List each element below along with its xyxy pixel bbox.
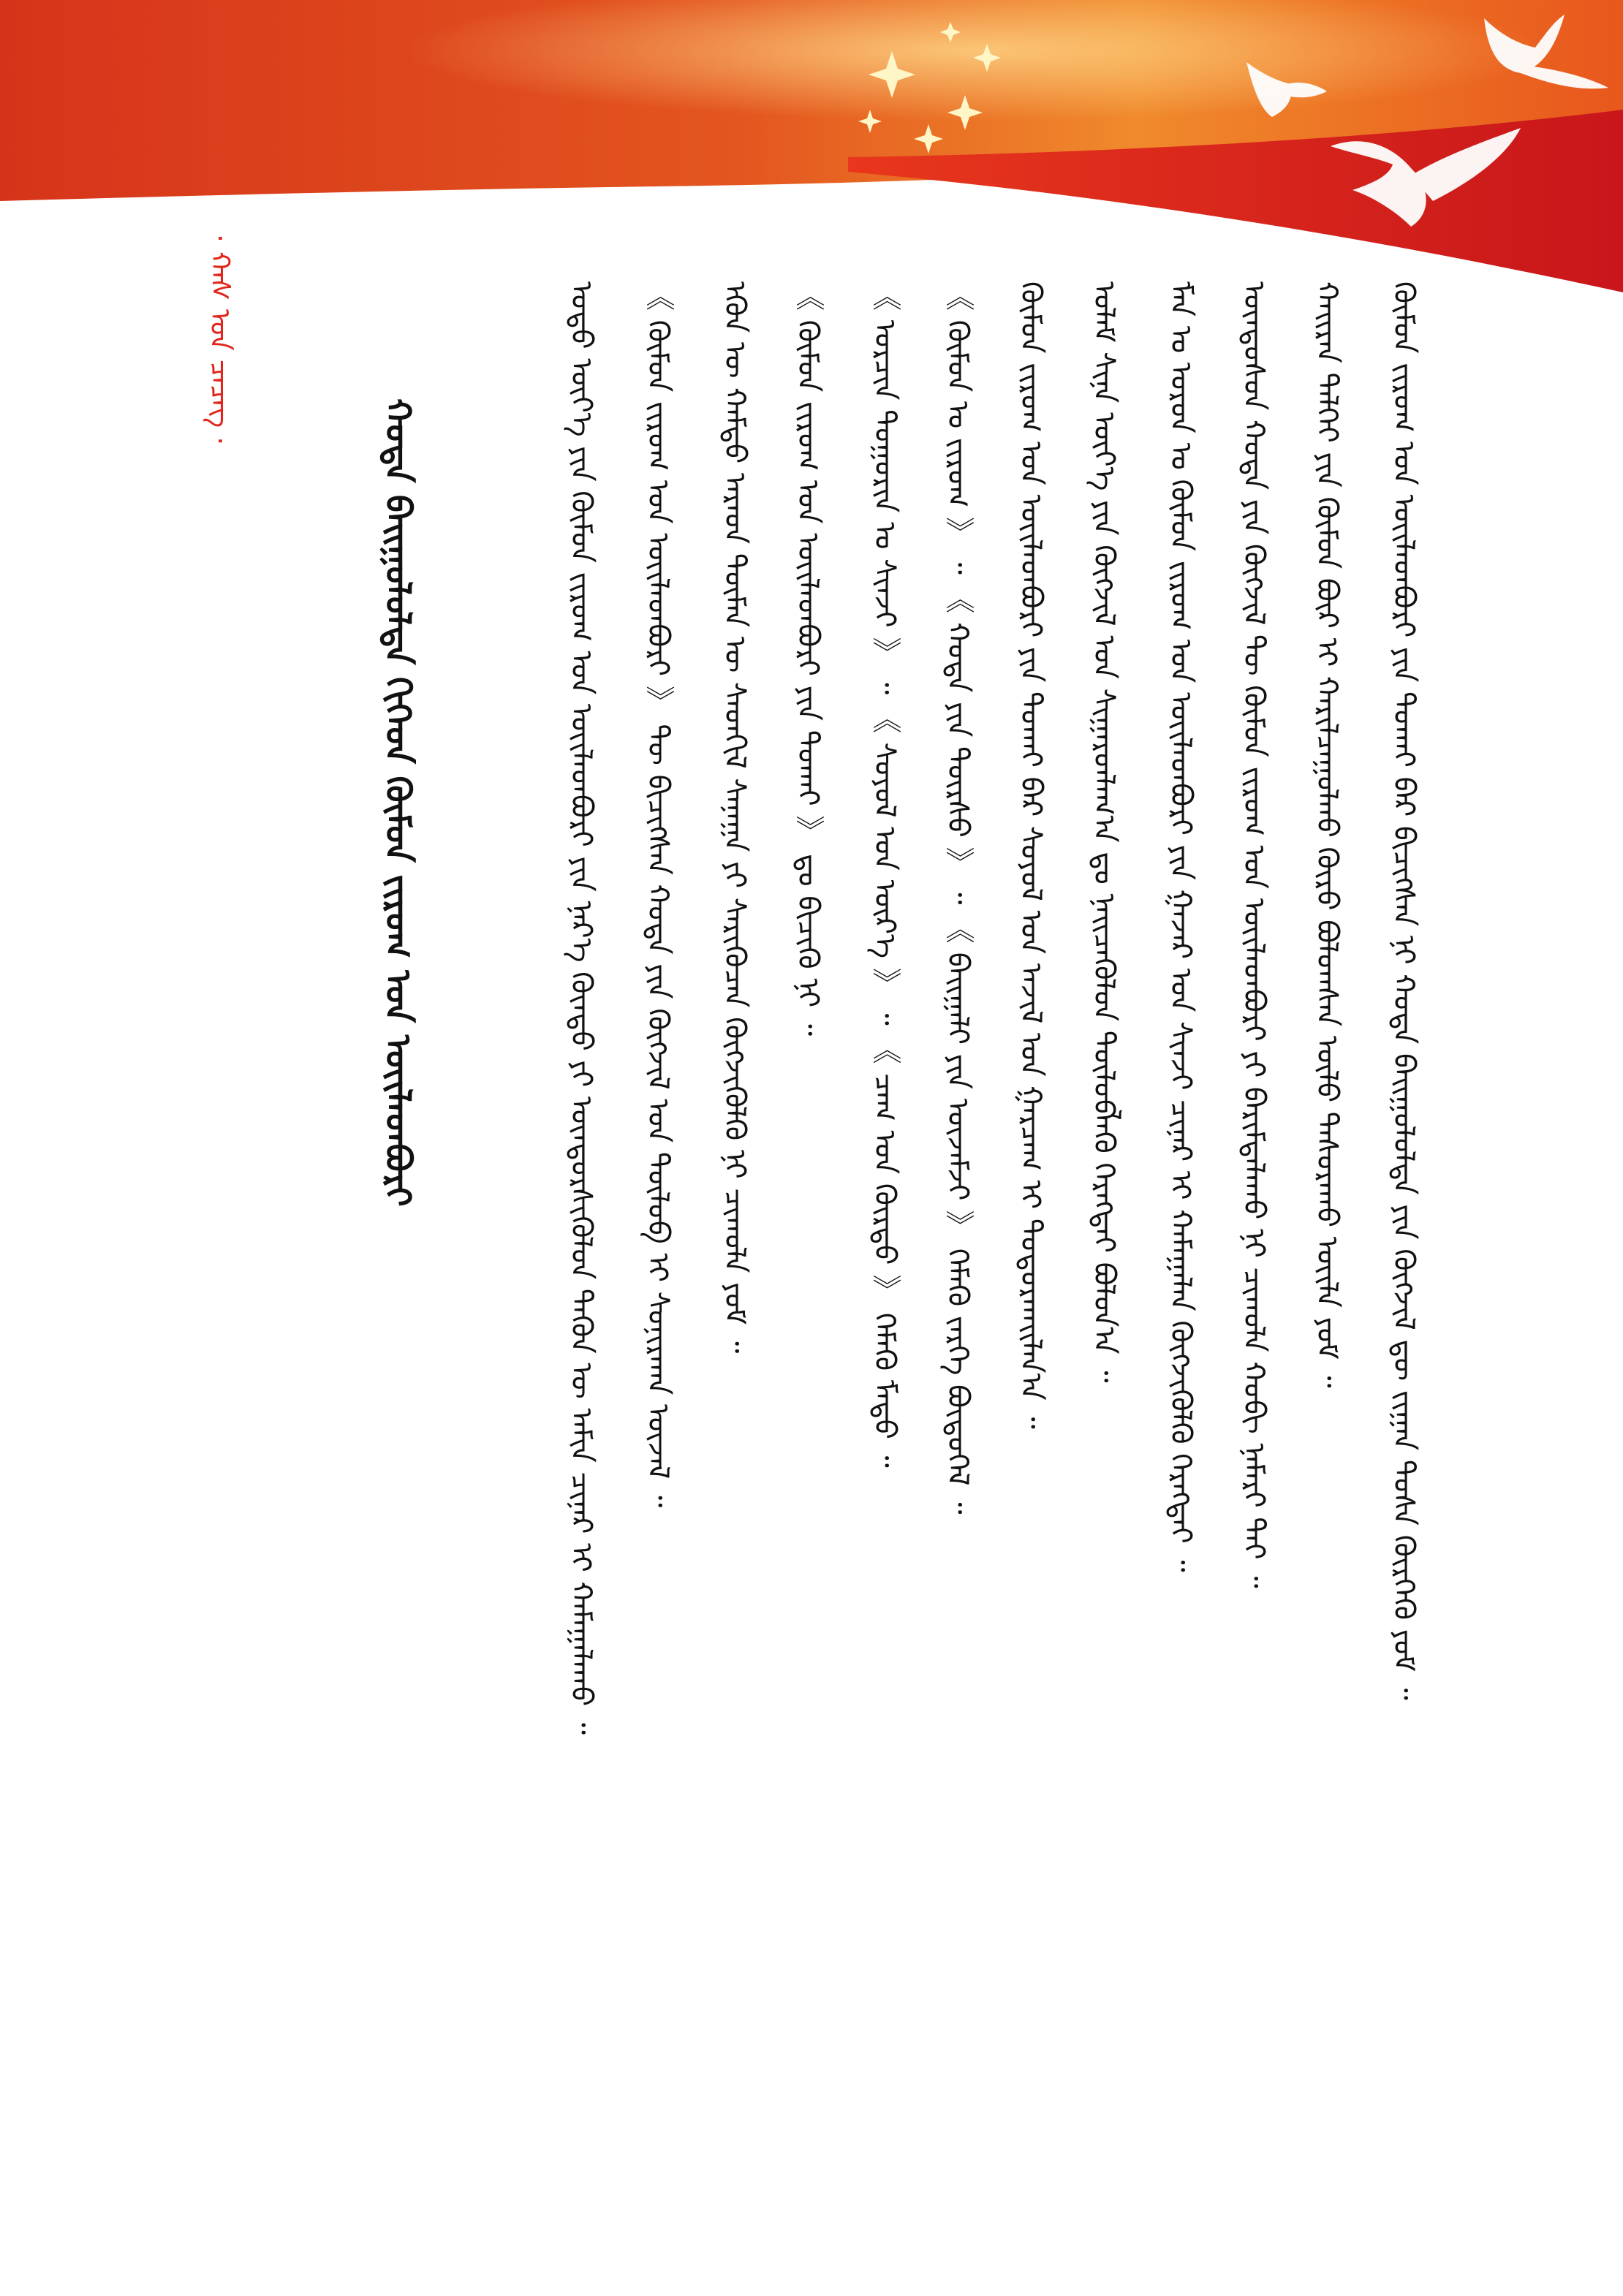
body-text-line: 《 ᠬᠦᠮᠦᠨ ᠵᠢᠷᠤᠭ ᠤᠨ ᠦᠢᠯᠡᠳᠪᠦᠷᠢ ᠶᠢᠨ ᠲᠤᠬᠠᠢ 》 ᠳᠤ ᠪᠢᠴᠢᠬᠦ ᠨᠢ ᠃ bbox=[791, 281, 825, 1037]
body-text-line: ᠣᠳᠣ ᠦᠶ᠎ᠡ ᠶᠢᠨ ᠬᠦᠮᠦᠨ ᠵᠢᠷᠤᠭ ᠤᠨ ᠦᠢᠯᠡᠳᠪᠦᠷᠢ ᠶᠢᠨ ᠨᠡᠷ᠎ᠡ ᠬᠦᠨᠳᠦ ᠶᠢ ᠥᠨᠳᠥᠷᠰᠢᠭᠦᠯᠦᠨ ᠲᠡᠭᠦᠨ ᠦ ᠠᠮᠢᠨ ᠴᠢᠨᠠᠷ ᠢ ᠬᠠᠮᠠᠭᠠᠯᠠᠬᠤ ᠃ bbox=[564, 281, 598, 1735]
body-text-line: ᠡᠭᠦᠨ ᠦ ᠬᠠᠮᠲᠤ ᠠᠷᠠᠳ ᠲᠦᠮᠡᠨ ᠦ ᠰᠡᠳᠭᠢᠯ ᠰᠠᠨᠠᠭᠠ ᠶᠢ ᠰᠡᠷᠢᠭᠦᠴᠡᠨ ᠬᠥᠭᠵᠢᠭᠦᠯᠬᠦ ᠨᠢ ᠴᠢᠬᠤᠯᠠ ᠶᠤᠮ ᠃ bbox=[718, 281, 752, 1354]
body-text-line: 《 ᠣᠷᠴᠢᠨ ᠲᠣᠭᠣᠷᠢᠨ ᠤ ᠰᠢᠨᠵᠢ 》 ᠃ 《 ᠰᠣᠶᠣᠯ ᠤᠨ ᠦᠷ᠎ᠡ 》 ᠃ 《 ᠴᠠᠭ ᠤᠨ ᠬᠦᠷᠳᠦ 》 ᠬᠡᠮᠡᠬᠦ ᠮᠡᠲᠦ ᠃ bbox=[868, 281, 901, 1468]
header-banner bbox=[0, 0, 1623, 307]
body-text-line: ᠦᠨᠳᠦᠰᠦᠨ ᠬᠣᠲᠠ ᠶᠢᠨ ᠬᠥᠭᠵᠢᠯ ᠲᠦ ᠬᠦᠮᠦᠨ ᠵᠢᠷᠤᠭ ᠤᠨ ᠦᠢᠯᠡᠳᠪᠦᠷᠢ ᠶᠢ ᠪᠠᠷᠢᠮᠲᠠᠯᠠᠬᠤ ᠨᠢ ᠴᠢᠬᠤᠯᠠ ᠬᠤᠪᠢ ᠨᠡᠮᠡᠷᠢ ᠲᠡᠢ ᠃ bbox=[1237, 281, 1271, 1588]
banner-graphic bbox=[0, 0, 1623, 307]
body-text-line: 《 ᠬᠦᠮᠦᠨ ᠤ ᠵᠢᠷᠤᠭ 》 ᠃ 《 ᠬᠣᠲᠠ ᠶᠢᠨ ᠳᠦᠷᠰᠦ 》 ᠃ 《 ᠪᠠᠢᠭᠠᠯᠢ ᠶᠢᠨ ᠦᠵᠡᠮᠵᠢ 》 ᠬᠡᠮᠡᠬᠦ ᠵᠡᠷᠭᠡ ᠪᠦᠲᠦᠭᠡᠯ ᠃ bbox=[941, 281, 975, 1515]
body-text-line: ᠤᠯᠠᠮ ᠰᠢᠨᠡ ᠦᠶ᠎ᠡ ᠶᠢᠨ ᠬᠥᠭᠵᠢᠯ ᠤᠨ ᠰᠢᠭᠠᠷᠳᠯᠠᠭ᠎ᠠ ᠳᠤ ᠨᠡᠢᠴᠡᠭᠦᠯᠦᠨ ᠲᠥᠯᠥᠪᠯᠡᠬᠦ ᠬᠡᠷᠡᠭᠲᠡᠢ ᠪᠣᠯᠤᠨ᠎ᠠ ᠃ bbox=[1087, 281, 1121, 1383]
body-text-line: ᠬᠦᠮᠦᠨ ᠵᠢᠷᠤᠭ ᠤᠨ ᠦᠢᠯᠡᠳᠪᠦᠷᠢ ᠶᠢᠨ ᠲᠤᠬᠠᠢ ᠪᠠᠷ ᠰᠣᠶᠣᠯ ᠤᠨ ᠠᠵᠢᠯ ᠤᠨ ᠭᠠᠷᠴᠠᠭ ᠢ ᠲᠣᠳᠣᠷᠬᠠᠢᠯᠠᠨ᠎ᠠ ᠃ bbox=[1014, 281, 1048, 1429]
body-text-line: ᠮᠠᠨ ᠤ ᠣᠷᠣᠨ ᠤ ᠬᠦᠮᠦᠨ ᠵᠢᠷᠤᠭ ᠤᠨ ᠦᠢᠯᠡᠳᠪᠦᠷᠢ ᠶᠢᠨ ᠭᠠᠵᠠᠷ ᠤᠨ ᠰᠢᠨᠵᠢ ᠴᠢᠨᠠᠷ ᠢ ᠬᠠᠮᠠᠭᠠᠯᠠᠨ ᠬᠥᠭᠵᠢᠭᠦᠯᠬᠦ ᠬᠡᠷᠡᠭᠲᠡᠢ ᠃ bbox=[1164, 281, 1198, 1572]
body-text-line: ᠬᠦᠮᠦᠨ ᠵᠢᠷᠤᠭ ᠤᠨ ᠦᠢᠯᠡᠳᠪᠦᠷᠢ ᠶᠢᠨ ᠲᠤᠬᠠᠢ ᠪᠠᠷ ᠪᠢᠴᠢᠭᠰᠡᠨ ᠨᠢ ᠬᠣᠲᠠ ᠪᠠᠢᠭᠤᠯᠤᠯᠲᠠ ᠶᠢᠨ ᠬᠥᠭᠵᠢᠯ ᠳᠦ ᠵᠢᠭᠠᠨ ᠳᠤᠰᠠ ᠬᠦᠷᠭᠡᠬᠦ ᠶᠤᠮ ᠃ bbox=[1387, 281, 1420, 1700]
author-byline: · ᠬᠠᠰ ᠤᠨ ᠴᠡᠴᠡᠭ · bbox=[204, 234, 236, 446]
body-text-line: 《 ᠬᠦᠮᠦᠨ ᠵᠢᠷᠤᠭ ᠤᠨ ᠦᠢᠯᠡᠳᠪᠦᠷᠢ 》 ᠲᠦ ᠪᠢᠴᠢᠭᠰᠡᠨ ᠬᠣᠲᠠ ᠶᠢᠨ ᠬᠥᠭᠵᠢᠯ ᠤᠨ ᠲᠥᠯᠥᠪ ᠢ ᠰᠣᠨᠢᠷᠬᠠᠨ ᠦᠵᠡᠯ ᠃ bbox=[641, 281, 675, 1508]
body-text-line: ᠬᠠᠢᠷᠠᠨ ᠳᠡᠯᠬᠡᠢ ᠶᠢᠨ ᠬᠦᠮᠦᠨ ᠪᠦᠷ ᠢ ᠬᠠᠷᠢᠯᠴᠠᠭᠤᠯᠬᠤ ᠭᠦᠷᠦ ᠪᠣᠯᠤᠭᠰᠠᠨ ᠦᠯᠦ ᠲᠠᠰᠤᠷᠠᠬᠤ ᠦᠢᠯᠡ ᠶᠤᠮ ᠃ bbox=[1310, 281, 1344, 1388]
document-title: ᠬᠣᠲᠠ ᠪᠠᠢᠭᠤᠯᠤᠯᠲᠠ ᠬᠢᠭᠡᠳ ᠬᠦᠮᠦᠨ ᠵᠢᠷᠤᠭ ᠤᠨ ᠦᠢᠯᠡᠳᠪᠦᠷᠢ bbox=[377, 398, 418, 1207]
